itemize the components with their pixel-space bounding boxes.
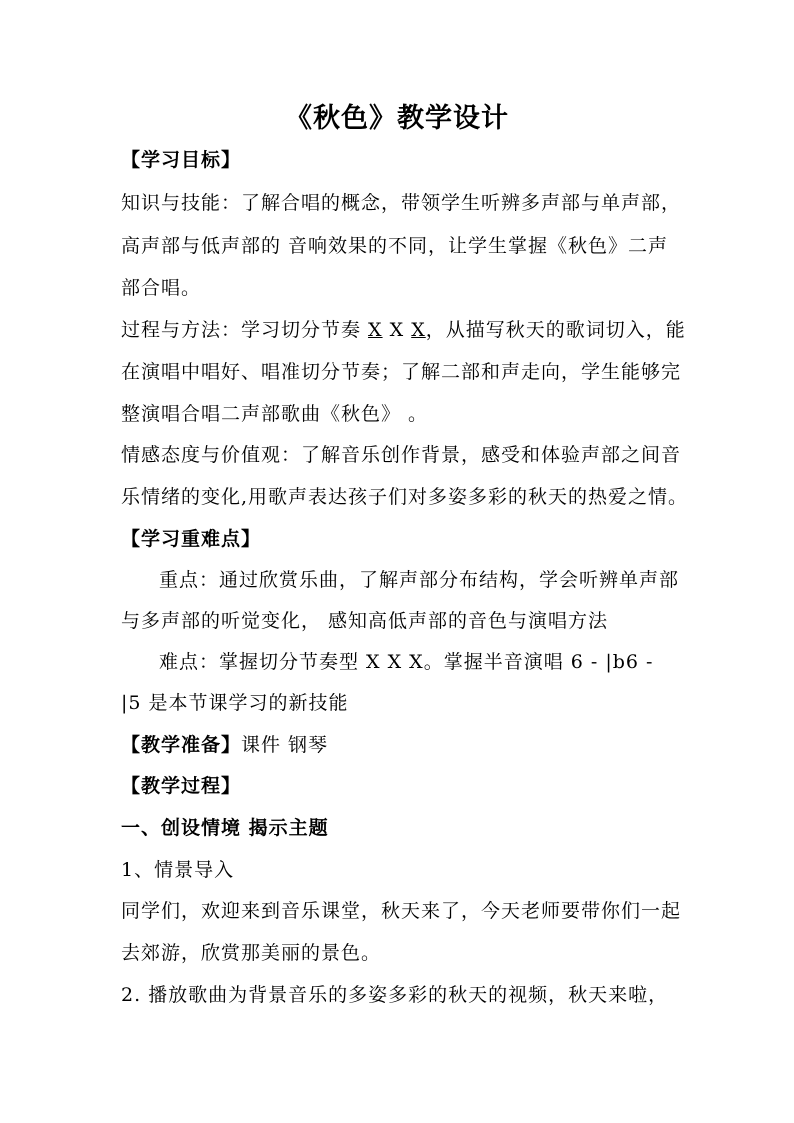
section-heading-preparation: 【教学准备】 <box>121 734 242 756</box>
teaching-preparation <box>121 732 681 758</box>
paragraph-line: 重点：通过欣赏乐曲，了解声部分布结构，学会听辨单声部 <box>159 569 680 591</box>
paragraph-line: 情感态度与价值观：了解音乐创作背景，感受和体验声部之间音 <box>121 444 682 466</box>
paragraph-line: 在演唱中唱好、唱准切分节奏；了解二部和声走向，学生能够完 <box>121 361 682 383</box>
document-title: 《秋色》教学设计 <box>285 103 509 134</box>
paragraph-line: 难点：掌握切分节奏型 X X X。掌握半音演唱 6 - |b6 - <box>159 651 654 673</box>
rhythm-note: X <box>368 319 383 341</box>
paragraph-line: 乐情绪的变化,用歌声表达孩子们对多姿多彩的秋天的热爱之情。 <box>121 486 689 508</box>
paragraph-line: 高声部与低声部的 音响效果的不同，让学生掌握《秋色》二声 <box>121 235 669 257</box>
paragraph-line: 部合唱。 <box>121 277 202 299</box>
rhythm-note: X <box>389 319 405 341</box>
paragraph-line-rhythm <box>121 317 686 343</box>
section-heading-process: 【教学过程】 <box>121 775 242 797</box>
preparation-items: 课件 钢琴 <box>241 734 329 756</box>
section-heading-learning-goals: 【学习目标】 <box>121 149 242 171</box>
rhythm-note: X <box>411 319 426 341</box>
list-item: 2. 播放歌曲为背景音乐的多姿多彩的秋天的视频，秋天来啦， <box>121 984 669 1006</box>
text-segment: ，从描写秋天的歌词切入，能 <box>425 319 686 341</box>
section-heading-key-points: 【学习重难点】 <box>121 528 262 550</box>
paragraph-line: 同学们，欢迎来到音乐课堂，秋天来了，今天老师要带你们一起 <box>121 900 682 922</box>
paragraph-line: 整演唱合唱二声部歌曲《秋色》 。 <box>121 403 429 425</box>
step-subheading: 1、情景导入 <box>121 859 235 881</box>
paragraph-line: 与多声部的听觉变化， 感知高低声部的音色与演唱方法 <box>121 610 609 632</box>
paragraph-line: |5 是本节课学习的新技能 <box>121 692 349 714</box>
step-heading: 一、创设情境 揭示主题 <box>121 817 329 839</box>
paragraph-line: 去郊游，欣赏那美丽的景色。 <box>121 942 382 964</box>
text-segment: 过程与方法：学习切分节奏 <box>121 319 369 341</box>
paragraph-line: 知识与技能：了解合唱的概念，带领学生听辨多声部与单声部， <box>121 192 682 214</box>
